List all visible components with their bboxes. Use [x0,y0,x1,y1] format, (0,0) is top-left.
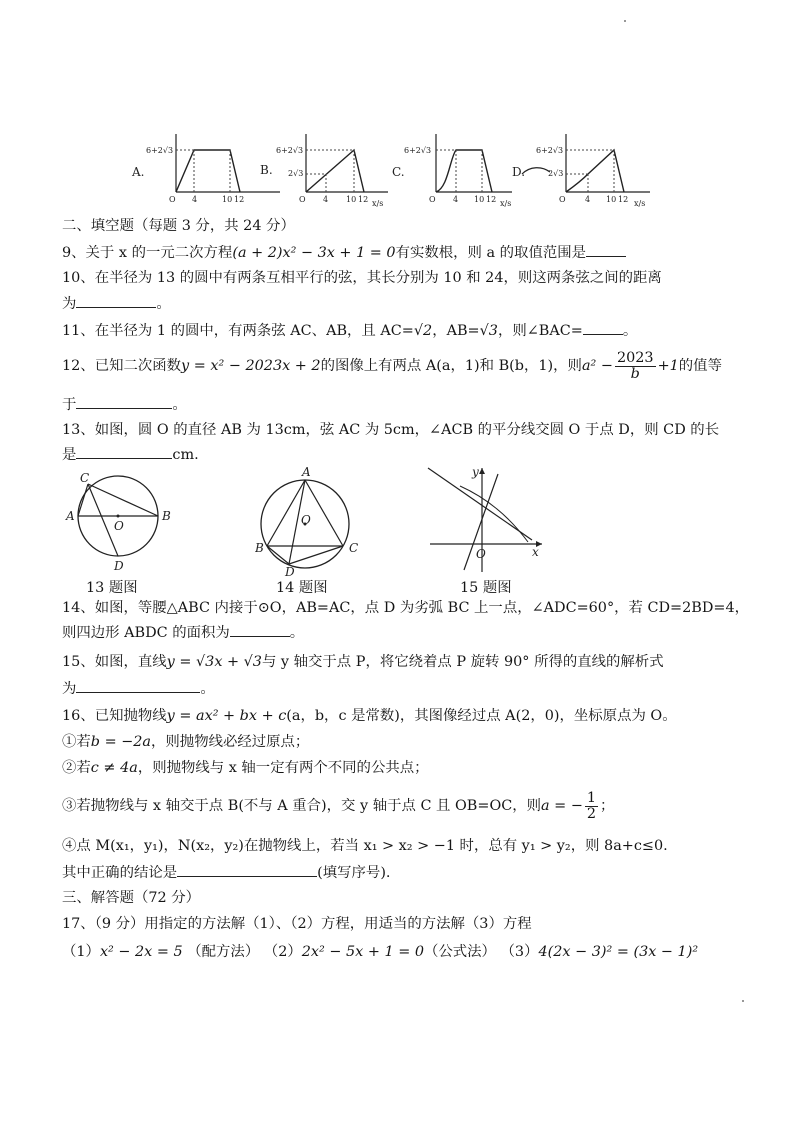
graph-d [512,134,650,208]
figure-13 [62,468,182,578]
graph-b-ytop: 6+2√3 [276,146,304,155]
q9-answer-blank[interactable] [586,242,626,257]
q15-end: 。 [200,681,215,697]
graph-d-unit: x/s [634,199,646,208]
graph-a-origin: O [169,195,176,204]
q16-statement-3 [62,788,752,824]
question-15-line-2 [62,678,752,699]
q17-p1-equation: x² − 2x = 5 [99,944,183,960]
q14-end: 。 [289,625,305,641]
graph-b-tick-4: 4 [323,195,329,204]
fig14-label-o: O [301,513,311,527]
q11-text-2: ，AB= [432,323,480,339]
graph-b-label: B. [260,163,273,177]
graph-b [260,134,388,208]
graph-a-tick-12: 12 [234,195,245,204]
q17-p1-label: （1） [62,944,100,960]
q17-p1-method: （配方法） [187,944,260,960]
q13-line-1: 13、如图，圆 O 的直径 AB 为 13cm，弦 AC 为 5cm，∠ACB 的平分线交圆 O 于点 D，则 CD 的长 [62,422,720,438]
q16-statement-2 [62,758,752,778]
q16-s1-pre: ①若 [62,734,91,750]
figure-14 [255,466,370,576]
q12-fraction-numerator: 2023 [616,349,654,366]
q11-value-ac: √2 [413,323,433,339]
question-12 [62,348,752,384]
q14-line-1: 14、如图，等腰△ABC 内接于⊙O，AB=AC，点 D 为劣弧 BC 上一点，∠ADC=60°，若 CD=2BD=4， [62,600,749,616]
q16-s2-pre: ②若 [62,760,91,776]
q16-conclusion [62,862,752,883]
graph-b-tick-12: 12 [358,195,369,204]
graph-d-tick-4: 4 [585,195,591,204]
q16-line-1-pre: 16、已知抛物线 [62,708,167,724]
q16-conclusion-post: (填写序号). [317,865,391,881]
graph-d-tick-12: 12 [618,195,629,204]
fig14-label-d: D [285,565,295,576]
q17-p3-label: （3） [500,944,539,960]
q17-line-1: 17、（9 分）用指定的方法解（1）、（2）方程，用适当的方法解（3）方程 [62,916,532,932]
graph-a [131,134,280,204]
q16-s3-denominator: 2 [586,805,597,822]
q10-end: 。 [156,296,171,312]
q12-expr-b: +1 [657,358,679,374]
q9-text-pre: 9、关于 x 的一元二次方程 [62,245,233,261]
question-13-line-2 [62,444,752,465]
question-14-line-2 [62,622,752,643]
q10-answer-blank[interactable] [76,293,156,308]
fig14-label-b: B [255,541,264,555]
graph-a-ytop: 6+2√3 [146,146,174,155]
q16-s3-end: ； [600,798,615,814]
q17-p2-method: （公式法） [423,944,496,960]
fig13-label-d: D [114,559,124,573]
q16-s3-fraction [585,791,598,822]
q12-expr-a: a² − [581,358,613,374]
graph-b-origin: O [299,195,306,204]
scan-speck [742,1000,744,1002]
figure-15 [420,462,550,574]
q12-text-pre: 12、已知二次函数 [62,358,182,374]
graph-d-ymid: 2√3 [548,169,564,178]
graph-b-unit: x/s [372,199,384,208]
q12-line-2-text: 于 [62,397,77,413]
q16-line-1-equation: y = ax² + bx + c [166,708,287,724]
q11-answer-blank[interactable] [583,320,623,335]
option-graphs [110,128,680,214]
graph-d-origin: O [559,195,566,204]
q12-answer-blank[interactable] [76,394,172,409]
q16-statement-4: ④点 M(x₁，y₁)，N(x₂，y₂)在抛物线上，若当 x₁ > x₂ > −1 时，总有 y₁ > y₂，则 8a+c≤0. [62,838,668,854]
q15-equation: y = √3x + √3 [166,654,262,670]
q12-end: 。 [172,397,187,413]
q16-answer-blank[interactable] [177,862,317,877]
q16-s3-numerator: 1 [586,789,597,806]
scan-speck [624,20,626,22]
graph-b-ymid: 2√3 [288,169,304,178]
graph-a-label: A. [132,165,145,179]
section-3-title: 三、解答题（72 分） [62,890,201,906]
graph-d-ytop: 6+2√3 [536,146,564,155]
q15-line-2-text: 为 [62,681,77,697]
figure-13-caption: 13 题图 [86,580,138,596]
question-16-line-1 [62,706,752,726]
q13-unit: cm. [172,447,199,463]
figure-14-caption: 14 题图 [276,580,328,596]
q16-conclusion-pre: 其中正确的结论是 [62,865,178,881]
q15-text-post: 与 y 轴交于点 P，将它绕着点 P 旋转 90° 所得的直线的解析式 [261,654,664,670]
q11-text-3: ，则∠BAC= [497,323,583,339]
fig13-label-o: O [114,519,124,533]
q16-line-1-post: (a，b，c 是常数)，其图像经过点 A(2，0)，坐标原点为 O。 [286,708,677,724]
graph-d-tick-10: 10 [606,195,617,204]
q16-s2-equation: c ≠ 4a [90,760,138,776]
q17-p2-equation: 2x² − 5x + 1 = 0 [301,944,424,960]
graph-d-label: D. [512,165,526,179]
q9-equation: (a + 2)x² − 3x + 1 = 0 [232,245,396,261]
q11-text-1: 11、在半径为 1 的圆中，有两条弦 AC、AB，且 AC= [62,323,414,339]
q17-p3-equation: 4(2x − 3)² = (3x − 1)² [538,944,699,960]
graph-c-tick-12: 12 [486,195,497,204]
q16-s1-post: ，则抛物线必经过原点； [151,734,310,750]
graph-c-tick-10: 10 [474,195,485,204]
q12-text-post: 的值等 [678,358,722,374]
q16-s1-equation: b = −2a [90,734,152,750]
graph-c-origin: O [429,195,436,204]
fig14-label-c: C [349,541,359,555]
q13-line-2-text: 是 [62,447,77,463]
fig15-label-o: O [476,547,486,561]
section-2-title: 二、填空题（每题 3 分，共 24 分） [62,218,295,234]
question-11 [62,320,752,341]
q11-value-ab: √3 [479,323,498,339]
q16-s3-pre: ③若抛物线与 x 轴交于点 B(不与 A 重合)，交 y 轴于点 C 且 OB=OC，则 [62,798,542,814]
question-10-line-2 [62,293,752,314]
fig14-label-a: A [302,466,311,479]
graph-b-tick-10: 10 [346,195,357,204]
fig13-label-a: A [66,509,75,523]
figure-15-caption: 15 题图 [460,580,512,596]
q15-text-pre: 15、如图，直线 [62,654,167,670]
question-17-parts [62,942,752,962]
q10-line-2-text: 为 [62,296,77,312]
graph-c [392,134,512,208]
graph-c-tick-4: 4 [453,195,459,204]
q16-s3-equation: a = − [541,798,583,814]
question-15 [62,652,752,672]
q16-statement-1 [62,732,752,752]
fig15-label-x: x [532,545,539,559]
fig13-label-c: C [80,471,90,485]
graph-a-tick-4: 4 [192,195,198,204]
q13-answer-blank[interactable] [76,444,172,459]
q12-text-mid: 的图像上有两点 A(a，1)和 B(b，1)，则 [320,358,582,374]
graph-c-label: C. [392,165,405,179]
q12-fraction-denominator: b [630,365,640,382]
question-12-line-2 [62,394,752,415]
q16-s2-post: ，则抛物线与 x 轴一定有两个不同的公共点； [137,760,429,776]
q12-equation: y = x² − 2023x + 2 [181,358,321,374]
q9-text-post: 有实数根，则 a 的取值范围是 [395,245,587,261]
graph-c-unit: x/s [500,199,512,208]
q14-answer-blank[interactable] [230,622,290,637]
q12-fraction [615,351,656,382]
q15-answer-blank[interactable] [76,678,200,693]
question-9 [62,242,752,263]
fig15-label-y: y [472,465,479,479]
q14-line-2-text: 则四边形 ABDC 的面积为 [62,625,230,641]
graph-a-tick-10: 10 [222,195,233,204]
q10-line-1: 10、在半径为 13 的圆中有两条互相平行的弦，其长分别为 10 和 24，则这两条弦之间的距离 [62,270,662,286]
q17-p2-label: （2） [263,944,302,960]
graph-c-ytop: 6+2√3 [404,146,432,155]
q11-end: 。 [622,323,638,339]
fig13-label-b: B [162,509,171,523]
